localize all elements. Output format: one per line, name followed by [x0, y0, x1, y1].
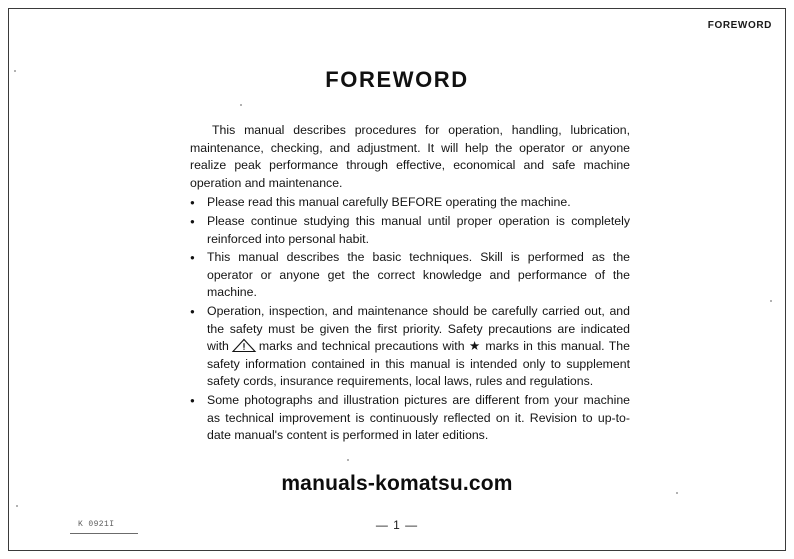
list-item — [190, 213, 630, 248]
bullet-text: Please read this manual carefully BEFORE operating the machine. — [207, 195, 571, 210]
bullet-text-before-icon: Operation, inspection, and maintenance should be carefully carried out, and the safety must be given the first priority. Safety precautions are indicated with — [207, 303, 630, 354]
foreword-body — [190, 122, 630, 445]
document-code: K 0921I — [78, 520, 115, 529]
document-code-rule — [70, 533, 138, 534]
scan-speck — [16, 505, 18, 507]
foreword-bullet-list — [190, 194, 630, 444]
bullet-text: Please continue studying this manual until proper operation is completely reinforced into personal habit. — [207, 213, 630, 246]
page-number: — 1 — — [375, 518, 419, 532]
scan-speck — [770, 300, 772, 302]
intro-paragraph: This manual describes procedures for operation, handling, lubrication, maintenance, checking, and adjustment. It will help the operator or anyone realize peak performance through effective, economical and safe machine operation and maintenance. — [190, 123, 630, 190]
bullet-text: Some photographs and illustration pictures are different from your machine as technical improvement is continuously reflected on it. Revision to up-to-date manual's content is performed in later editions. — [207, 392, 630, 443]
list-item — [190, 392, 630, 445]
list-item — [190, 194, 630, 212]
scan-speck — [240, 104, 242, 106]
bullet-text-after-icon: marks and technical precautions with ★ marks in this manual. The safety information contained in this manual is intended only to supplement safety cords, insurance requirements, local laws, rules and regulations. — [207, 339, 630, 389]
bullet-text: This manual describes the basic techniques. Skill is performed as the operator or anyone get the correct knowledge and performance of the machine. — [207, 250, 630, 300]
list-item — [190, 303, 630, 391]
page-title: FOREWORD — [325, 66, 469, 92]
scan-speck — [347, 459, 349, 461]
page-header-label: FOREWORD — [707, 20, 772, 31]
list-item — [190, 249, 630, 302]
warning-triangle-icon — [231, 338, 257, 353]
watermark-text: manuals-komatsu.com — [281, 472, 513, 495]
